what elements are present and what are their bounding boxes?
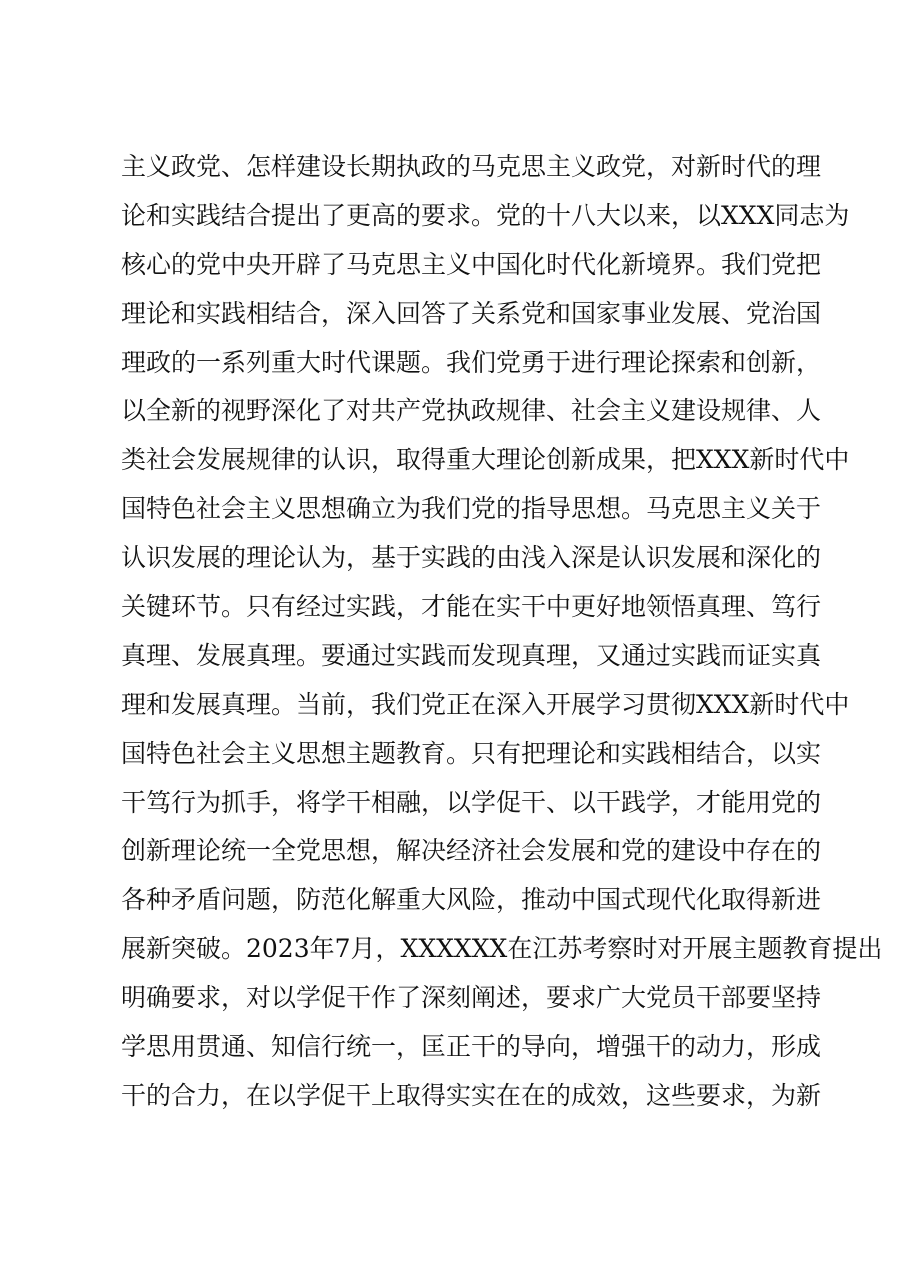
text-line: 理和发展真理。当前，我们党正在深入开展学习贯彻XXX新时代中 <box>121 689 850 719</box>
text-line: 类社会发展规律的认识，取得重大理论创新成果，把XXX新时代中 <box>121 445 850 475</box>
text-line: 干笃行为抓手，将学干相融，以学促干、以干践学，才能用党的 <box>121 787 822 817</box>
text-line: 关键环节。只有经过实践，才能在实干中更好地领悟真理、笃行 <box>121 592 822 622</box>
text-line: 学思用贯通、知信行统一，匡正干的导向，增强干的动力，形成 <box>121 1032 822 1062</box>
text-line: 核心的党中央开辟了马克思主义中国化时代化新境界。我们党把 <box>121 249 822 279</box>
text-line: 国特色社会主义思想主题教育。只有把理论和实践相结合，以实 <box>121 738 822 768</box>
text-line: 理论和实践相结合，深入回答了关系党和国家事业发展、党治国 <box>121 298 822 328</box>
text-line: 主义政党、怎样建设长期执政的马克思主义政党，对新时代的理 <box>121 152 822 181</box>
text-line: 展新突破。2023年7月，XXXXXX在江苏考察时对开展主题教育提出 <box>121 934 883 964</box>
text-line: 认识发展的理论认为，基于实践的由浅入深是认识发展和深化的 <box>121 543 822 573</box>
text-line: 真理、发展真理。要通过实践而发现真理，又通过实践而证实真 <box>121 640 822 670</box>
body-paragraph <box>121 143 883 1121</box>
text-line: 干的合力，在以学促干上取得实实在在的成效，这些要求，为新 <box>121 1080 822 1110</box>
text-line: 以全新的视野深化了对共产党执政规律、社会主义建设规律、人 <box>121 396 822 426</box>
text-line: 创新理论统一全党思想，解决经济社会发展和党的建设中存在的 <box>121 836 822 866</box>
text-line: 论和实践结合提出了更高的要求。党的十八大以来，以XXX同志为 <box>121 200 850 230</box>
text-line: 各种矛盾问题，防范化解重大风险，推动中国式现代化取得新进 <box>121 885 822 915</box>
text-line: 明确要求，对以学促干作了深刻阐述，要求广大党员干部要坚持 <box>121 983 822 1013</box>
text-line: 理政的一系列重大时代课题。我们党勇于进行理论探索和创新， <box>121 347 822 377</box>
text-line: 国特色社会主义思想确立为我们党的指导思想。马克思主义关于 <box>121 494 822 524</box>
